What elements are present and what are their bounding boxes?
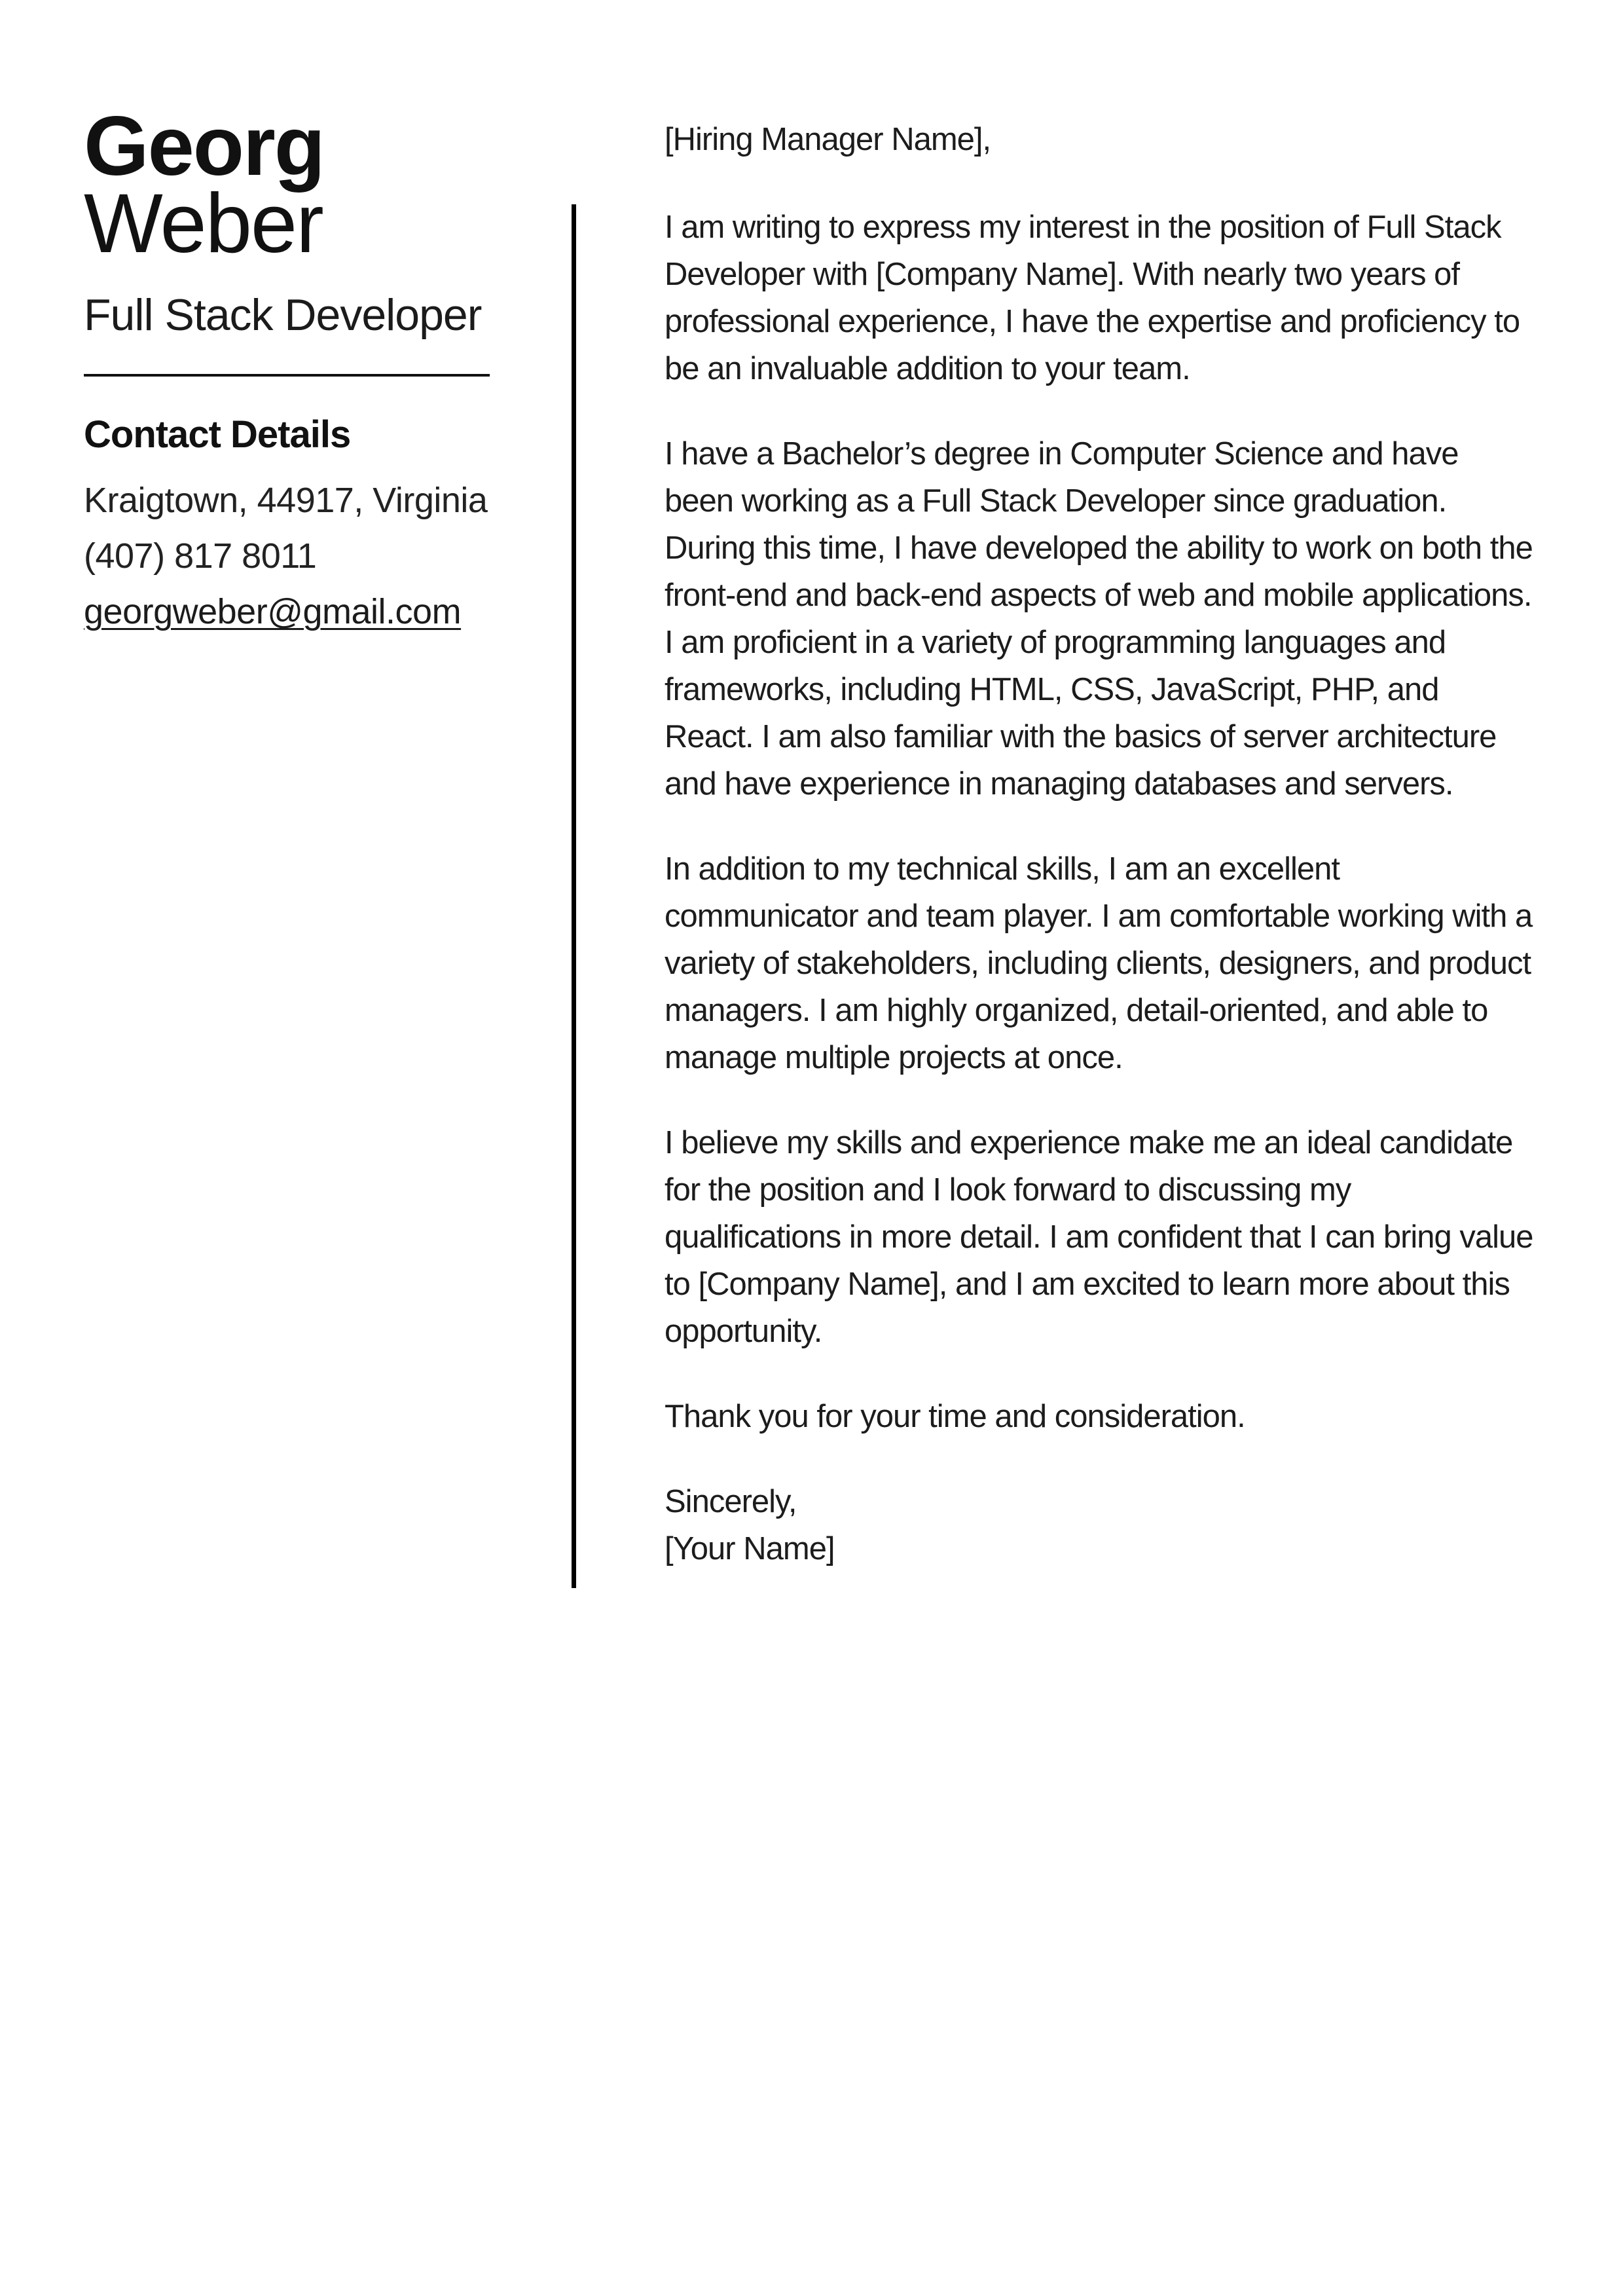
contact-list — [84, 477, 498, 635]
vertical-accent-line — [572, 204, 576, 1588]
closing-signature: [Your Name] — [665, 1531, 835, 1566]
name-last: Weber — [84, 177, 323, 270]
letter-paragraph: Thank you for your time and consideration. — [665, 1399, 1245, 1434]
letter-paragraph: I have a Bachelor’s degree in Computer Science and have been working as a Full Stack Developer since graduation. During this time, I have developed the ability to work on both the front-end and back-end aspects of web and mobile applications. I am proficient in a variety of programming languages and frameworks, including HTML, CSS, JavaScript, PHP, and React. I am also familiar with the basics of server architecture and have experience in managing databases and servers. — [665, 436, 1533, 802]
letter-paragraph: I am writing to express my interest in the position of Full Stack Developer with [Company Name]. With nearly two years of professional experience, I have the expertise and proficiency to be an invaluable addition to your team. — [665, 210, 1520, 386]
sidebar — [84, 100, 498, 644]
letter-paragraph: I believe my skills and experience make me an ideal candidate for the position and I look forward to discussing my qualifications in more detail. I am confident that I can bring value to [Company Name], and I am excited to learn more about this opportunity. — [665, 1125, 1533, 1349]
job-title: Full Stack Developer — [84, 290, 482, 340]
letter-paragraph: In addition to my technical skills, I am an excellent communicator and team player. I am comfortable working with a variety of stakeholders, including clients, designers, and product managers. I am highly organized, detail-oriented, and able to manage multiple projects at once. — [665, 851, 1533, 1075]
name-first: Georg — [84, 100, 324, 193]
contact-details-heading: Contact Details — [84, 413, 351, 456]
closing-signoff: Sincerely, — [665, 1484, 797, 1519]
contact-email-link[interactable]: georgweber@gmail.com — [84, 592, 462, 631]
letter-body — [665, 116, 1535, 1572]
contact-phone: (407) 817 8011 — [84, 536, 317, 576]
letter-paragraphs — [665, 204, 1535, 1572]
contact-address: Kraigtown, 44917, Virginia — [84, 481, 488, 520]
salutation: [Hiring Manager Name], — [665, 122, 991, 157]
sidebar-divider — [84, 374, 490, 377]
closing — [665, 1478, 1535, 1572]
